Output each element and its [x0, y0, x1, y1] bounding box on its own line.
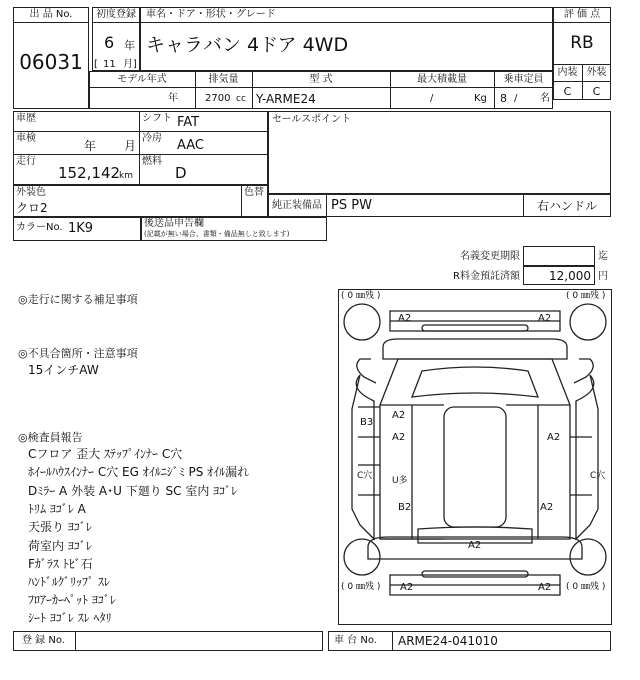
lot-number-label: 出 品 No. — [29, 9, 73, 20]
inspector-line: Fｶﾞﾗｽ ﾄﾋﾞ石 — [28, 557, 93, 571]
car-diagram — [338, 289, 612, 625]
registration-number-label: 登 録 No. — [22, 635, 65, 646]
details-box — [13, 111, 268, 185]
ac-value: AAC — [177, 138, 204, 153]
color-box — [13, 185, 268, 217]
mark-rear-bumper-left: A2 — [400, 582, 414, 593]
mileage-label: 走行 — [16, 156, 36, 167]
ac-label: 冷房 — [142, 133, 162, 144]
capacity-unit: 名 — [540, 93, 550, 104]
mirror-right — [574, 359, 593, 383]
handle-value: 右ハンドル — [536, 199, 597, 213]
inspection-year-unit: 年 — [84, 139, 97, 153]
tire-rear-right — [570, 539, 606, 575]
roof-inner — [444, 407, 506, 527]
capacity-sep: / — [514, 93, 518, 104]
max-load-unit: Kg — [474, 93, 487, 104]
mark-left-u: U多 — [392, 476, 408, 486]
tire-reading-front-right: ( 0 ㎜残 ) — [566, 291, 606, 301]
inspector-line: 天張り ﾖｺﾞﾚ — [28, 520, 92, 534]
mark-left-lower: B2 — [398, 502, 412, 513]
capacity-value: 8 — [500, 92, 507, 105]
tire-front-right — [570, 304, 606, 340]
model-year-label: モデル年式 — [117, 74, 167, 85]
bracket-close: ] — [133, 59, 137, 70]
displacement-label: 排気量 — [208, 74, 239, 85]
left-side-panel — [352, 375, 374, 539]
chassis-number-label: 車 台 No. — [334, 635, 377, 646]
model-year-unit: 年 — [168, 93, 178, 104]
mark-front-bumper-left: A2 — [398, 313, 412, 324]
fuel-value: D — [175, 164, 187, 182]
type-value: Y-ARME24 — [256, 92, 316, 106]
inspection-month-unit: 月 — [124, 139, 137, 153]
vehicle-name-label: 車名・ドア・形状・グレード — [146, 9, 276, 20]
tire-front-left — [344, 304, 380, 340]
name-change-unit: 迄 — [598, 251, 608, 262]
inspector-label: ◎検査員報告 — [18, 431, 83, 444]
month-unit: 月 — [123, 59, 133, 70]
color-no-label: カラーNo. — [16, 222, 63, 233]
vehicle-name: キャラバン 4ドア 4WD — [146, 34, 349, 56]
displacement-unit: cc — [236, 94, 246, 104]
rear-step — [422, 571, 528, 577]
recycle-value: 12,000 — [549, 269, 591, 283]
lot-number: 06031 — [19, 50, 83, 74]
type-label: 型 式 — [309, 74, 333, 85]
defects-text: 15インチAW — [28, 363, 99, 377]
recolor-label: 色替 — [244, 187, 264, 198]
front-hood — [383, 339, 567, 359]
mark-left-mid: A2 — [392, 432, 406, 443]
inspection-label: 車検 — [16, 133, 36, 144]
mileage-unit: km — [119, 171, 133, 181]
color-value: クロ2 — [16, 201, 48, 215]
recycle-unit: 円 — [598, 271, 608, 282]
mark-rear-bumper-right: A2 — [538, 582, 552, 593]
exterior-label: 外装 — [586, 67, 607, 78]
inspector-line: ﾄﾘﾑ ﾖｺﾞﾚ A — [28, 502, 86, 516]
interior-label: 内装 — [557, 67, 578, 78]
shift-value: FAT — [177, 115, 200, 130]
color-label: 外装色 — [16, 187, 46, 198]
inspector-line: 荷室内 ﾖｺﾞﾚ — [28, 539, 92, 553]
later-docs-label: 後送品申告欄 — [144, 218, 204, 229]
first-registration-label: 初度登録 — [96, 9, 136, 20]
defects-label: ◎不具合箇所・注意事項 — [18, 347, 138, 360]
bracket-open: [ — [94, 59, 98, 70]
equipment-label: 純正装備品 — [272, 200, 322, 211]
score-label: 評 価 点 — [563, 9, 601, 20]
tire-reading-rear-right: ( 0 ㎜残 ) — [566, 582, 606, 592]
name-change-box — [523, 246, 595, 266]
tire-rear-left — [344, 539, 380, 575]
driving-notes-label: ◎走行に関する補足事項 — [18, 293, 138, 306]
inspector-line: Dﾐﾗｰ A 外装 A･U 下廻り SC 室内 ﾖｺﾞﾚ — [28, 484, 238, 498]
max-load-label: 最大積載量 — [417, 74, 467, 85]
inspector-line: ﾎｲｰﾙﾊｳｽｲﾝﾅｰ C穴 EG ｵｲﾙﾆｼﾞﾐ PS ｵｲﾙ漏れ — [28, 465, 250, 479]
mark-right-side-c: C穴 — [590, 471, 606, 481]
mark-right-mid: A2 — [547, 432, 561, 443]
sales-point-label: セールスポイント — [272, 114, 352, 125]
inspector-line: ｼｰﾄ ﾖｺﾞﾚ ｽﾚ ﾍﾀﾘ — [28, 611, 112, 625]
windshield — [412, 367, 538, 397]
fuel-label: 燃料 — [142, 156, 162, 167]
right-side-panel — [576, 375, 598, 539]
first-registration-month: 11 — [103, 59, 116, 70]
chassis-number: ARME24-041010 — [398, 634, 498, 648]
recycle-label: R料金預託済額 — [453, 271, 520, 282]
capacity-label: 乗車定員 — [503, 74, 544, 85]
history-label: 車歴 — [16, 113, 36, 124]
later-docs-note: (記載が無い場合、書類・備品無しと致します) — [144, 230, 290, 238]
score-value: RB — [570, 33, 594, 53]
tire-reading-front-left: ( 0 ㎜残 ) — [341, 291, 381, 301]
mark-left-upper: A2 — [392, 410, 406, 421]
inspector-line: ﾌﾛｱｰｶｰﾍﾟｯﾄ ﾖｺﾞﾚ — [28, 593, 116, 607]
mileage-value: 152,142 — [58, 164, 121, 182]
equipment-value: PS PW — [331, 198, 372, 213]
mark-left-front: B3 — [360, 417, 374, 428]
first-registration-year: 6 — [104, 33, 115, 52]
color-no-value: 1K9 — [68, 221, 94, 236]
exterior-grade: C — [592, 85, 601, 98]
interior-grade: C — [563, 85, 572, 98]
mark-right-lower: A2 — [540, 502, 554, 513]
mark-rear-panel: A2 — [468, 540, 482, 551]
inspector-line: ﾊﾝﾄﾞﾙｸﾞﾘｯﾌﾟ ｽﾚ — [28, 575, 110, 589]
max-load-sep: / — [430, 93, 434, 104]
front-grille — [422, 325, 528, 331]
mirror-left — [357, 359, 376, 383]
inspector-line: Cフロア 歪大 ｽﾃｯﾌﾟｲﾝﾅｰ C穴 — [28, 447, 183, 461]
mark-left-side-c: C穴 — [357, 471, 373, 481]
displacement-value: 2700 — [205, 93, 231, 104]
tire-reading-rear-left: ( 0 ㎜残 ) — [341, 582, 381, 592]
year-unit: 年 — [124, 39, 135, 52]
shift-label: シフト — [142, 113, 172, 124]
mark-front-bumper-right: A2 — [538, 313, 552, 324]
name-change-label: 名義変更期限 — [460, 251, 520, 262]
